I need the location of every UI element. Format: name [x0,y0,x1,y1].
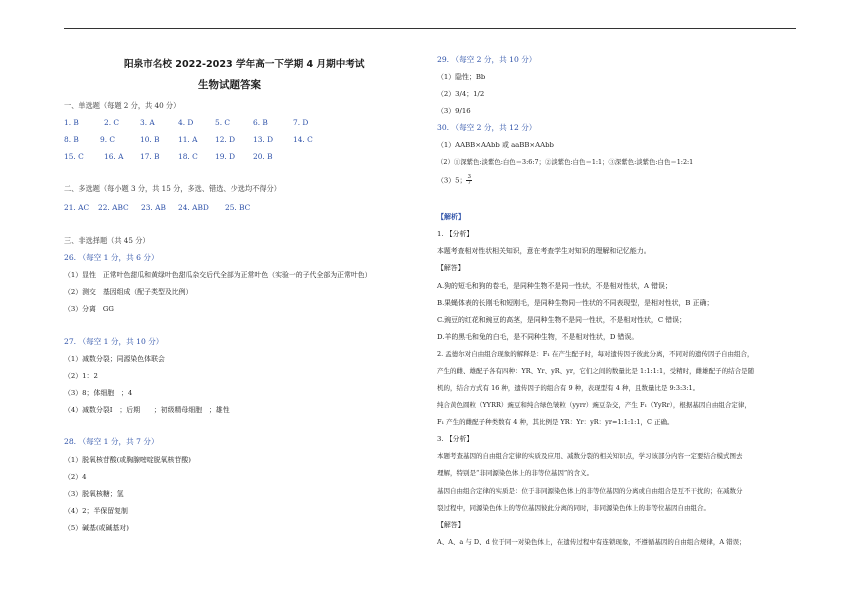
q30-title: 30. （每空 2 分，共 12 分） [437,123,537,132]
q27-line: （1）减数分裂；同源染色体联会 [64,355,165,363]
q2-line: 机的，结合方式有 16 种，遗传因子的组合有 9 种，表现型有 4 种，且数量比是 9:3:3:1。 [437,384,700,392]
q1-line: C.豌豆的红花和豌豆的高茎，是同种生物不是同一性状，不是相对性状，C 错误； [437,316,686,324]
section3-heading: 三、非选择题（共 45 分） [64,236,150,245]
q26-title: 26. （每空 1 分，共 6 分） [64,253,159,262]
q26-line: （3）分离 GG [64,305,114,313]
fraction [466,175,472,186]
q28-title: 28. （每空 1 分，共 7 分） [64,437,159,446]
answer-item: 18. C [178,152,198,161]
q1-line: D.羊的黑毛和兔的白毛，是不同种生物，不是相对性状，D 错误。 [437,333,639,341]
answer-item: 13. D [253,135,274,144]
q2-line: 纯合黄色圆粒（YYRR）豌豆和纯合绿色皱粒（yyrr）豌豆杂交，产生 F₁（YyRr），根据基因自由组合定律， [437,401,751,409]
q3-line: 本题考查基因的自由组合定律的实质及应用、减数分裂的相关知识点，学习该部分内容一定要结合模式图去 [437,452,743,460]
answer-item: 3. A [140,118,155,127]
q29-line: （1）隐性；Bb [437,73,486,81]
analysis-tag: 【解析】 [437,212,465,221]
fraction-denominator: 7 [467,180,471,186]
q3-detail-tag: 【解答】 [437,521,465,529]
q29-line: （2）3/4；1/2 [437,90,485,98]
q1-line: B.果蝇体表的长刚毛和短刚毛，是同种生物同一性状的不同表现型，是相对性状，B 正确； [437,299,714,307]
fraction-numerator: 3 [467,174,471,180]
section1-heading: 一、单选题（每题 2 分，共 40 分） [64,101,181,110]
q30-line: （1）AABB×AAbb 或 aaBB×AAbb [437,141,554,149]
detail-tag: 【解答】 [437,264,465,272]
q28-line: （1）脱氧核苷酸(或胸腺嘧啶脱氧核苷酸) [64,456,191,464]
answer-item: 2. C [104,118,120,127]
q27-line: （4）减数分裂Ⅰ ；后期 ；初级精母细胞 ；雄性 [64,406,230,414]
answer-item: 7. D [293,118,309,127]
q1-line: A.狗的短毛和狗的卷毛，是同种生物不是同一性状，不是相对性状，A 错误； [437,282,672,290]
q27-title: 27. （每空 1 分，共 10 分） [64,337,164,346]
top-rule [64,28,796,29]
q26-line: （1）显性 正常叶色甜瓜和黄绿叶色甜瓜杂交后代全部为正常叶色（实验一的子代全部为正常叶色） [64,271,372,279]
q29-title: 29. （每空 2 分，共 10 分） [437,55,537,64]
q2-line: 2. 孟德尔对自由组合现象的解释是：F₁ 在产生配子时，每对遗传因子彼此分离，不同对的遗传因子自由组合， [437,350,754,358]
q3-line: 理解，特别是“非同源染色体上的非等位基因”的含义。 [437,469,594,477]
answer-item: 4. D [178,118,194,127]
answer-item: 9. C [100,135,116,144]
q27-line: （2）1：2 [64,372,98,380]
q2-line: 产生的雌、雄配子各有四种：YR、Yr、yR、yr，它们之间的数量比是 1:1:1:1，受精时，雌雄配子的结合是随 [437,367,755,375]
answer-item: 16. A [104,152,124,161]
answer-item: 1. B [64,118,79,127]
q27-line: （3）8；体细胞 ；4 [64,389,133,397]
answer-item: 10. B [140,135,160,144]
q26-line: （2）测交 基因组成（配子类型及比例） [64,288,193,296]
answer-item: 5. C [215,118,231,127]
q3-line: 裂过程中，同源染色体上的等位基因彼此分离的同时，非同源染色体上的非等位基因自由组合。 [437,504,710,512]
answer-item: 24. ABD [178,203,209,212]
answer-item: 21. AC [64,203,90,212]
q30-line3-prefix: （3）5； [437,176,467,185]
q28-line: （3）脱氧核糖；氢 [64,490,124,498]
answer-item: 11. A [178,135,198,144]
q28-line: （5）碱基(或碱基对) [64,524,129,532]
q30-line-3 [437,175,472,186]
q2-line: F₁ 产生的雌配子种类数有 4 种，其比例是 YR：Yr：yR：yr=1:1:1:1，C 正确。 [437,418,674,426]
q30-line: （2）①深紫色:淡紫色:白色＝3:6:7；②淡紫色:白色＝1:1；③深紫色:淡紫色:白色＝1:2:1 [437,158,694,166]
q3-line: 基因自由组合定律的实质是：位于非同源染色体上的非等位基因的分离或自由组合是互不干扰的；在减数分 [437,487,743,495]
answer-item: 6. B [253,118,268,127]
q29-line: （3）9/16 [437,107,471,115]
q3-analysis-label: 3. 【分析】 [437,435,474,443]
section2-heading: 二、多选题（每小题 3 分，共 15 分，多选、错选、少选均不得分） [64,184,281,193]
answer-item: 25. BC [225,203,251,212]
q28-line: （4）2；半保留复制 [64,507,128,515]
answer-item: 20. B [253,152,273,161]
q28-line: （2）4 [64,473,87,481]
answer-item: 12. D [215,135,236,144]
exam-title: 阳泉市名校 2022-2023 学年高一下学期 4 月期中考试 [124,59,365,70]
q1-analysis-label: 1. 【分析】 [437,230,474,238]
q3-line: A、A、a 与 D、d 位于同一对染色体上，在遗传过程中有连锁现象，不遵循基因的自由组合规律，A 错误； [437,538,746,546]
q1-analysis: 本题考查相对性状相关知识，意在考查学生对知识的理解和记忆能力。 [437,247,651,255]
answer-item: 8. B [64,135,79,144]
subject-title: 生物试题答案 [198,79,261,91]
answer-item: 15. C [64,152,84,161]
answer-item: 14. C [293,135,313,144]
answer-item: 22. ABC [98,203,129,212]
answer-item: 17. B [140,152,160,161]
answer-item: 23. AB [141,203,166,212]
answer-item: 19. D [215,152,236,161]
